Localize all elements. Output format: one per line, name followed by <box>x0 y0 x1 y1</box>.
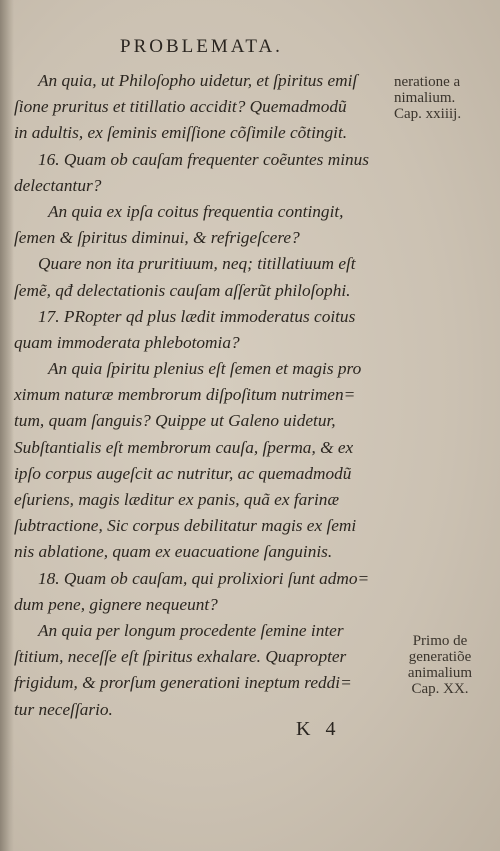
text-line: ſione pruritus et titillatio accidit? Quemadmodũ <box>14 97 347 117</box>
running-header: PROBLEMATA. <box>120 36 283 57</box>
text-line: ſtitium, neceſſe eſt ſpiritus exhalare. Quapropter <box>14 647 347 667</box>
text-line: ſubtractione, Sic corpus debilitatur magis ex ſemi <box>14 516 357 536</box>
text-line: ſemẽ, qđ delectationis cauſam aſſerũt philoſophi. <box>14 280 351 300</box>
text-line: ſemen & ſpiritus diminui, & refrigeſcere? <box>14 228 300 248</box>
text-line: An quia, ut Philoſopho uidetur, et ſpiritus emiſ <box>38 71 358 90</box>
text-line: tum, quam ſanguis? Quippe ut Galeno uidetur, <box>14 411 336 431</box>
text-line: An quia ex ipſa coitus frequentia contingit, <box>48 201 344 221</box>
text-line: An quia ſpiritu plenius eſt ſemen et magis pro <box>48 359 362 379</box>
text-line: Quare non ita pruritiuum, neq; titillatiuum eſt <box>38 254 356 274</box>
text-line: delectantur? <box>14 175 102 195</box>
text-line: tur neceſſario. <box>14 699 113 719</box>
signature-mark: K 4 <box>296 718 341 740</box>
text-line: ipſo corpus augeſcit ac nutritur, ac quemadmodũ <box>14 463 352 483</box>
body-text <box>14 68 394 723</box>
text-line: frigidum, & prorſum generationi ineptum reddi= <box>14 673 352 693</box>
margin-note-line: Cap. XX. <box>411 681 469 697</box>
margin-note-line: generatiõe <box>408 649 472 665</box>
text-line: nis ablatione, quam ex euacuatione ſanguinis. <box>14 542 333 562</box>
problem-18-heading: 18. Quam ob cauſam, qui prolixiori ſunt admo= <box>38 568 370 588</box>
text-line: dum pene, gignere nequeunt? <box>14 594 218 614</box>
problem-16-heading: 16. Quam ob cauſam frequenter coẽuntes minus <box>38 149 370 169</box>
problem-17-heading: 17. PRopter qd plus lædit immoderatus coitus <box>38 306 356 326</box>
margin-note-cap-xx <box>388 633 492 697</box>
text-line: Subſtantialis eſt membrorum cauſa, ſperma, & ex <box>14 437 354 457</box>
text-line: in adultis, ex ſeminis emiſſione cõſimile cõtingit. <box>14 123 348 143</box>
margin-note-line: Cap. xxiiij. <box>394 106 462 122</box>
text-line: quam immoderata phlebotomia? <box>14 332 240 352</box>
page-gutter-shadow <box>0 0 14 851</box>
margin-note-cap-xxiiij <box>394 74 498 122</box>
margin-note-line: neratione a <box>394 74 461 90</box>
margin-note-line: animalium <box>407 665 473 681</box>
margin-note-line: Primo de <box>412 633 468 649</box>
text-line: ximum naturæ membrorum diſpoſitum nutrimen= <box>14 385 356 405</box>
margin-note-line: nimalium. <box>394 90 456 106</box>
text-line: eſuriens, magis læditur ex panis, quã ex farinæ <box>14 490 339 509</box>
text-line: An quia per longum procedente ſemine inter <box>38 620 344 640</box>
